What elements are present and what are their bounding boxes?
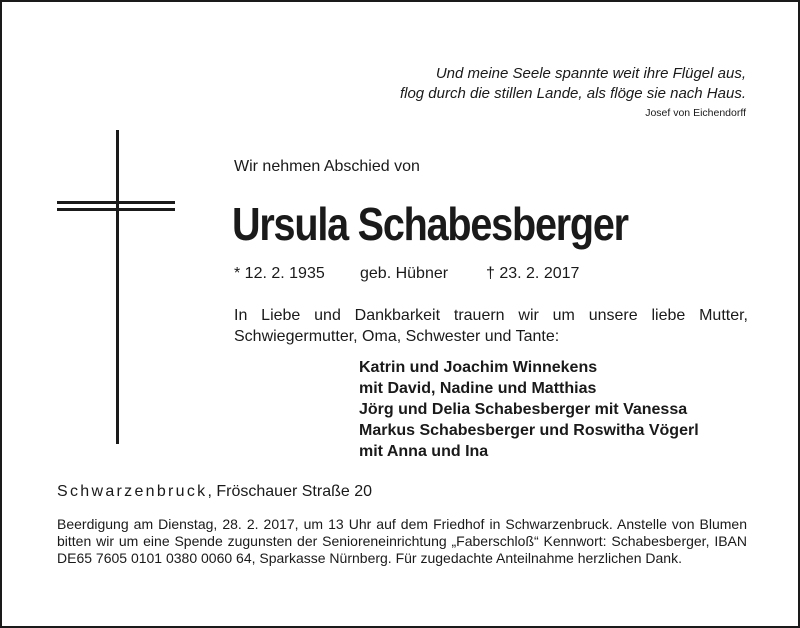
family-line: Markus Schabesberger und Roswitha Vögerl <box>359 422 699 439</box>
poem-quote <box>400 64 746 121</box>
cross-horizontal-beam <box>57 208 175 211</box>
death-date: † 23. 2. 2017 <box>486 265 580 282</box>
life-dates <box>234 263 579 285</box>
family-list <box>359 357 699 462</box>
address <box>57 481 372 503</box>
birth-date: * 12. 2. 1935 <box>234 265 325 282</box>
address-town: Schwarzenbruck <box>57 483 208 500</box>
poem-line: flog durch die stillen Lande, als flöge sie nach Haus. <box>399 85 746 102</box>
cross-icon <box>57 130 175 444</box>
family-line: mit David, Nadine und Matthias <box>359 380 597 397</box>
cross-horizontal-beam <box>57 201 175 204</box>
family-line: Katrin und Joachim Winnekens <box>359 359 598 376</box>
intro-text: Wir nehmen Abschied von <box>234 158 420 175</box>
family-line: Jörg und Delia Schabesberger mit Vanessa <box>359 401 688 418</box>
cross-vertical-beam <box>116 130 119 444</box>
family-line: mit Anna und Ina <box>359 443 489 460</box>
mourning-text: In Liebe und Dankbarkeit trauern wir um unsere liebe Mutter, Schwiegermutter, Oma, Schwester und Tante: <box>234 307 748 345</box>
maiden-name: geb. Hübner <box>360 265 449 282</box>
poem-line: Und meine Seele spannte weit ihre Flügel aus, <box>435 65 746 82</box>
funeral-details: Beerdigung am Dienstag, 28. 2. 2017, um 13 Uhr auf dem Friedhof in Schwarzenbruck. Anstelle von Blumen bitten wir um eine Spende zugunsten der Senioreneinrichtung „Faberschloß“ Kennwort: Schabesberger, IBAN DE65 7605 0101 0380 0060 64, Sparkasse Nürnberg. Für zugedachte Anteilnahme herzlichen Dank. <box>57 516 747 566</box>
poem-author: Josef von Eichendorff <box>645 107 746 119</box>
deceased-name: Ursula Schabesberger <box>232 198 628 250</box>
address-street: , Fröschauer Straße 20 <box>207 483 372 500</box>
